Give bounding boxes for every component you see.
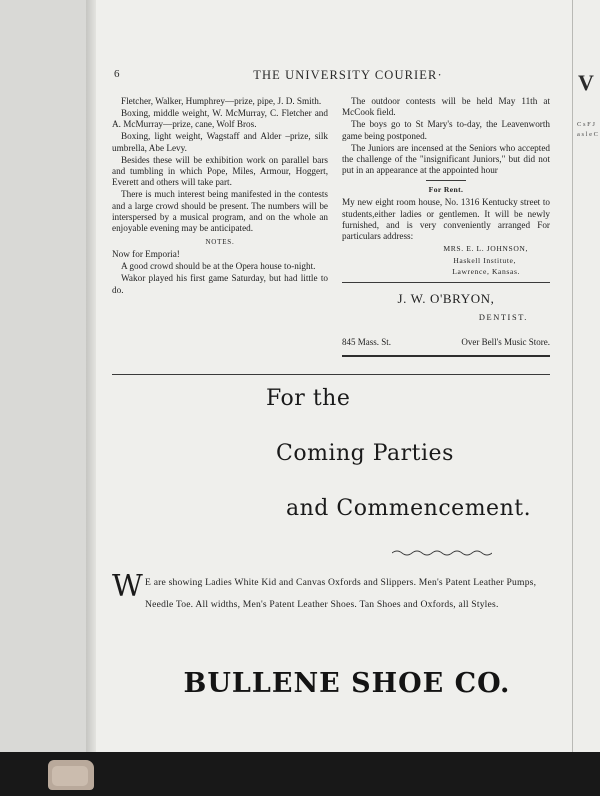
adjacent-page-initial: V <box>578 70 594 95</box>
ad-bottom-rule <box>342 355 550 357</box>
for-rent-body: My new eight room house, No. 1316 Kentucky street to students,either ladies or gentlemen. It will be newly furnished, and is very conveniently arranged For particulars address: <box>342 197 550 242</box>
scanner-thumb-highlight <box>52 766 88 786</box>
ad-dropcap: W <box>112 569 144 604</box>
page-surface <box>96 0 600 752</box>
running-head: THE UNIVERSITY COURIER· <box>253 68 443 82</box>
note-item: Wakor played his first game Saturday, but had little to do. <box>112 273 328 295</box>
left-column <box>112 96 328 296</box>
adjacent-page-sliver <box>572 0 600 752</box>
advertisement-top-rule <box>112 374 550 375</box>
book-left-margin <box>0 0 96 796</box>
page-number: 6 <box>114 68 120 80</box>
dentist-street: 845 Mass. St. <box>342 337 392 348</box>
paragraph: The outdoor contests will be held May 11th at McCook field. <box>342 96 550 118</box>
for-rent-institution: Haskell Institute, <box>453 255 516 265</box>
paragraph: Boxing, light weight, Wagstaff and Alder –prize, silk umbrella, Abe Levy. <box>112 131 328 153</box>
ad-headline-line-2: Coming Parties <box>276 441 454 466</box>
paragraph: There is much interest being manifested in the contests and a large crowd should be present. The numbers will be interspersed by a musical program, and on the whole an enjoyable evening may be anticipated. <box>112 189 328 234</box>
for-rent-heading: For Rent. <box>428 184 464 194</box>
for-rent-name: MRS. E. L. JOHNSON, <box>443 244 528 254</box>
notes-heading: NOTES. <box>205 237 235 246</box>
adjacent-page-fragment: C s F J a s l e C <box>577 121 598 138</box>
paragraph: The Juniors are incensed at the Seniors who accepted the challenge of the "insignificant Juniors," but did not put in an appearance at the appointed hour <box>342 142 550 176</box>
ad-body-text: E are showing Ladies White Kid and Canvas Oxfords and Slippers. Men's Patent Leather Pumps, Needle Toe. All widths, Men's Patent Leather Shoes. Tan Shoes and Oxfords, all Styles. <box>145 577 537 610</box>
dentist-title: DENTIST. <box>478 313 528 322</box>
ad-headline-line-3: and Commencement. <box>286 496 532 521</box>
wave-ornament-icon <box>392 548 492 558</box>
ad-company-name: BULLENE SHOE CO. <box>183 668 511 699</box>
dentist-address-row <box>342 337 550 348</box>
ad-body-copy <box>112 569 564 616</box>
ad-divider <box>342 282 550 283</box>
paragraph: Besides these will be exhibition work on parallel bars and tumbling in which Pope, Miles, Armour, Hoggert, Everett and others will take part. <box>112 154 328 188</box>
note-item: A good crowd should be at the Opera house to-night. <box>121 261 316 272</box>
notes-lead: Now for Emporia! <box>112 249 180 260</box>
shoe-advertisement <box>112 386 582 521</box>
for-rent-city: Lawrence, Kansas. <box>452 267 520 277</box>
ad-headline-line-1: For the <box>266 386 351 411</box>
right-column <box>342 96 550 357</box>
document-page <box>96 0 600 752</box>
paragraph: The boys go to St Mary's to-day, the Leavenworth game being postponed. <box>342 119 550 141</box>
dentist-location: Over Bell's Music Store. <box>461 337 550 348</box>
dentist-name: J. W. O'BRYON, <box>397 290 495 306</box>
paragraph: Fletcher, Walker, Humphrey—prize, pipe, J. D. Smith. <box>121 96 322 106</box>
section-divider <box>426 180 466 181</box>
paragraph: Boxing, middle weight, W. McMurray, C. Fletcher and A. McMurray—prize, cane, Wolf Bros. <box>112 107 328 130</box>
